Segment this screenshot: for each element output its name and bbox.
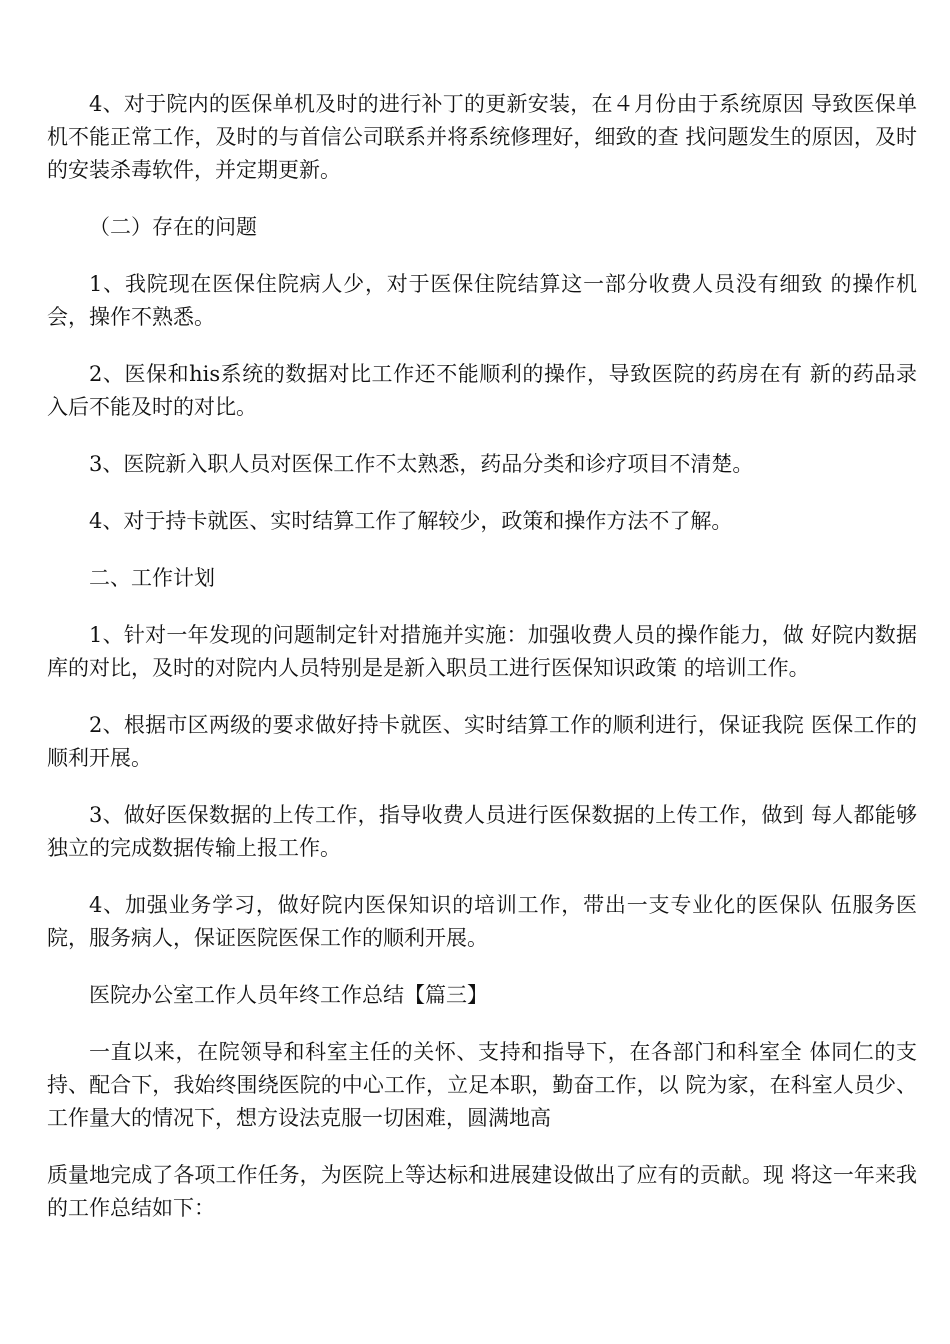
paragraph-plan-2: 2、根据市区两级的要求做好持卡就医、实时结算工作的顺利进行，保证我院 医保工作的顺利开展。 <box>47 713 917 770</box>
article-title-part-three: 医院办公室工作人员年终工作总结【篇三】 <box>89 983 488 1007</box>
section-heading-work-plan: 二、工作计划 <box>89 566 215 590</box>
paragraph-problem-2: 2、医保和his系统的数据对比工作还不能顺利的操作，导致医院的药房在有 新的药品录入后不能及时的对比。 <box>47 362 917 419</box>
paragraph-system-maintenance: 4、对于院内的医保单机及时的进行补丁的更新安装，在４月份由于系统原因 导致医保单机不能正常工作，及时的与首信公司联系并将系统修理好，细致的查 找问题发生的原因，及时的安装杀毒软件，并定期更新。 <box>47 92 917 182</box>
paragraph-problem-4: 4、对于持卡就医、实时结算工作了解较少，政策和操作方法不了解。 <box>89 509 733 533</box>
paragraph-problem-3: 3、医院新入职人员对医保工作不太熟悉，药品分类和诊疗项目不清楚。 <box>89 452 754 476</box>
section-heading-problems: （二）存在的问题 <box>89 215 257 239</box>
paragraph-intro: 一直以来，在院领导和科室主任的关怀、支持和指导下，在各部门和科室全 体同仁的支持、配合下，我始终围绕医院的中心工作，立足本职，勤奋工作，以 院为家，在科室人员少、工作量大的情况下，想方设法克服一切困难，圆满地高 <box>47 1040 917 1130</box>
paragraph-intro-continuation: 质量地完成了各项工作任务，为医院上等达标和进展建设做出了应有的贡献。现 将这一年来我的工作总结如下： <box>47 1163 917 1220</box>
document-page <box>47 88 917 1225</box>
paragraph-plan-4: 4、加强业务学习，做好院内医保知识的培训工作，带出一支专业化的医保队 伍服务医院，服务病人，保证医院医保工作的顺利开展。 <box>47 893 917 950</box>
paragraph-problem-1: 1、我院现在医保住院病人少，对于医保住院结算这一部分收费人员没有细致 的操作机会，操作不熟悉。 <box>47 272 917 329</box>
paragraph-plan-1: 1、针对一年发现的问题制定针对措施并实施：加强收费人员的操作能力，做 好院内数据库的对比，及时的对院内人员特别是是新入职员工进行医保知识政策 的培训工作。 <box>47 623 917 680</box>
paragraph-plan-3: 3、做好医保数据的上传工作，指导收费人员进行医保数据的上传工作，做到 每人都能够独立的完成数据传输上报工作。 <box>47 803 917 860</box>
